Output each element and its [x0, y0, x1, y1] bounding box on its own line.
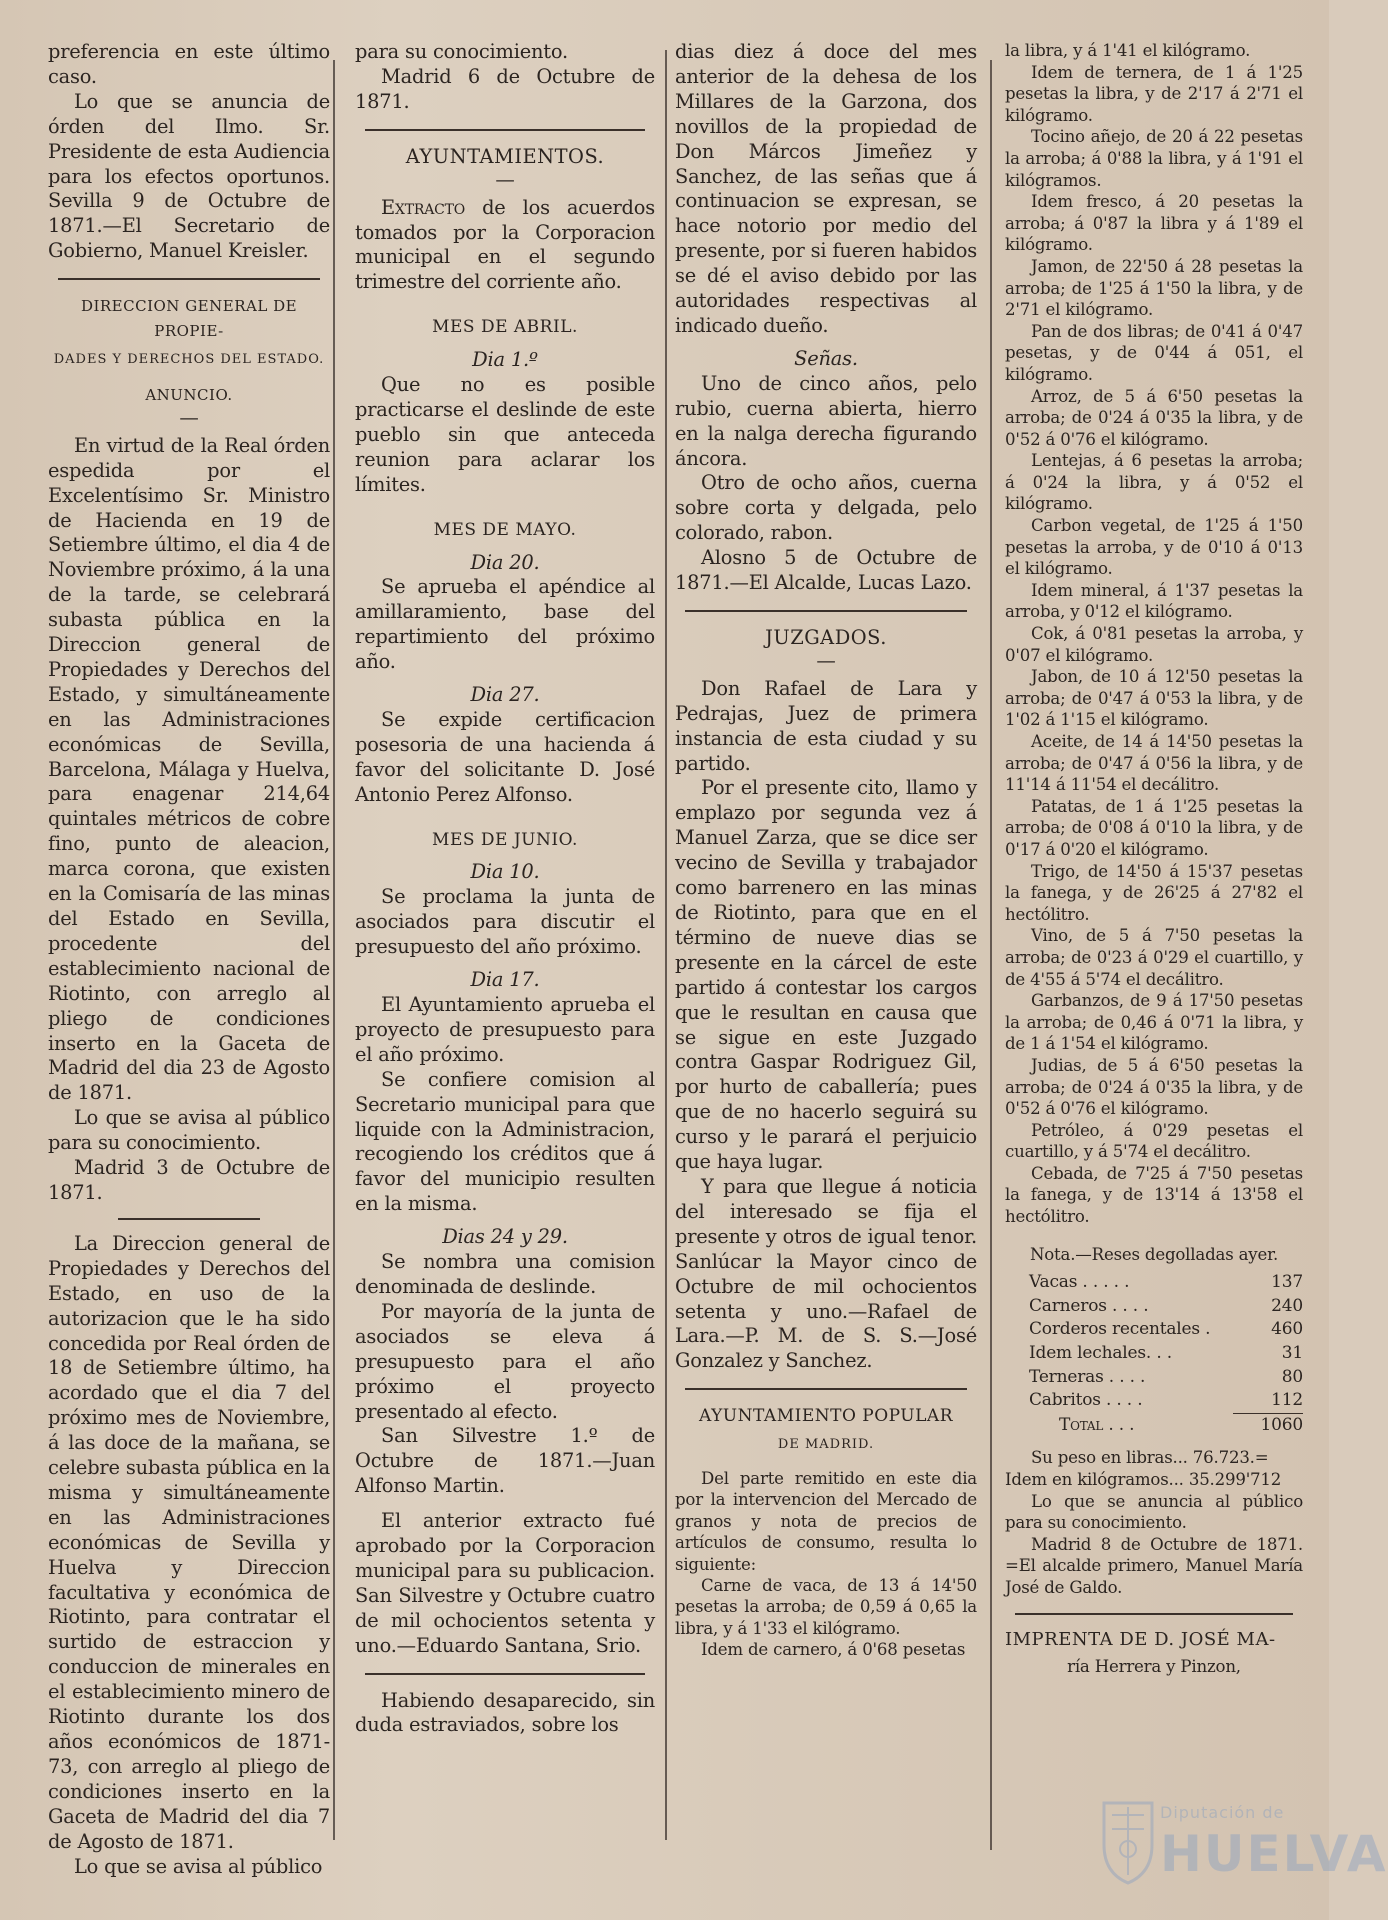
paragraph: Por el presente cito, llamo y emplazo por segunda vez á Manuel Zarza, que se dice ser vecino de Sevilla y trabajador como barrenero en las minas de Riotinto, para que en el término de nueve dias se presente en la cárcel de este partido á contestar los cargos que le resultan en causa que se sigue en este Juzgado contra Gaspar Rodriguez Gil, por hurto de caballería; pues que de no hacerlo seguirá su curso y le parará el perjuicio que haya lugar. — [675, 776, 977, 1174]
price-entry: Aceite, de 14 á 14'50 pesetas la arroba; de 0'47 á 0'56 la libra, y de 11'14 á 11'54 el decálitro. — [1005, 732, 1303, 795]
notice-title: ANUNCIO. — [145, 385, 233, 404]
weight-line: Su peso en libras... 76.723.= — [1031, 1448, 1269, 1468]
section-subtitle: DE MADRID. — [777, 1437, 875, 1453]
table-row: Cabritos . . . . 112 — [1005, 1389, 1303, 1413]
table-row: Idem lechales. . . 31 — [1029, 1343, 1303, 1364]
price-entry: Idem de carnero, á 0'68 pesetas — [701, 1640, 966, 1660]
month-heading: MES DE MAYO. — [433, 519, 577, 540]
signature: Madrid 8 de Octubre de 1871. =El alcalde primero, Manuel María José de Galdo. — [1005, 1534, 1303, 1597]
table-row: Carneros . . . . 240 — [1029, 1295, 1303, 1316]
watermark-line: Diputación de — [1160, 1803, 1285, 1822]
paragraph: Se expide certificacion posesoria de una hacienda á favor del solicitante D. José Antonio Perez Alfonso. — [355, 707, 655, 806]
table-row: Corderos recentales . 460 — [1029, 1319, 1303, 1340]
paragraph: Don Rafael de Lara y Pedrajas, Juez de primera instancia de esta ciudad y su partido. — [675, 676, 977, 775]
section-title: JUZGADOS. — [765, 625, 887, 649]
section-title: AYUNTAMIENTOS. — [405, 144, 605, 168]
price-entry: Idem mineral, á 1'37 pesetas la arroba, y 0'12 el kilógramo. — [1005, 580, 1303, 622]
paragraph: Y para que llegue á noticia del interesado se fija el presente y otros de igual tenor. Sanlúcar la Mayor cinco de Octubre de mil ochocientos setenta y uno.—Rafael de Lara.—P. M. de S. S.—José Gonzalez y Sanchez. — [675, 1174, 977, 1373]
paragraph: dias diez á doce del mes anterior de la dehesa de los Millares de la Garzona, dos novillos de la propiedad de Don Márcos Jimeñez y Sanchez, de las señas que á continuacion se expresan, se hace notorio por medio del presente, por si fueren habidos se dé el aviso debido por las autoridades respectivas al indicado dueño. — [675, 40, 977, 337]
dash: — — [179, 405, 199, 429]
paragraph: Se nombra una comision denominada de deslinde. — [355, 1250, 655, 1298]
column-2 — [355, 40, 655, 1900]
month-heading: MES DE JUNIO. — [432, 829, 578, 850]
column-3 — [675, 40, 977, 1900]
price-entry: Pan de dos libras; de 0'41 á 0'47 pesetas, y de 0'44 á 051, el kilógramo. — [1005, 321, 1303, 384]
intro-lead: Extracto — [381, 195, 466, 219]
column-1 — [48, 40, 330, 1900]
signature: Alosno 5 de Octubre de 1871.—El Alcalde, Lucas Lazo. — [675, 546, 977, 595]
price-entry: Carbon vegetal, de 1'25 á 1'50 pesetas la arroba, y de 0'10 á 0'13 el kilógramo. — [1005, 516, 1303, 579]
paragraph: Lo que se avisa al público — [74, 1854, 323, 1878]
day-heading: Dias 24 y 29. — [442, 1225, 568, 1249]
day-heading: Dia 20. — [470, 550, 540, 574]
coat-of-arms-icon — [1098, 1795, 1158, 1885]
paragraph: Por mayoría de la junta de asociados se eleva á presupuesto para el año próximo el proyecto presentado al efecto. — [355, 1299, 655, 1423]
divider — [685, 1388, 967, 1390]
paragraph: La Direccion general de Propiedades y Derechos del Estado, en uso de la autorizacion que le ha sido concedida por Real órden de 18 de Setiembre último, ha acordado que el dia 7 del próximo mes de Noviembre, á las doce de la mañana, se celebre subasta pública en la misma y simultáneamente en las Administraciones económicas de Sevilla y Huelva y Direccion facultativa y económica de Riotinto, para contratar el surtido de estraccion y conduccion de minerales en el establecimiento minero de Riotinto durante los dos años económicos de 1871-73, con arreglo al pliego de condiciones inserto en la Gaceta de Madrid del dia 7 de Agosto de 1871. — [48, 1231, 330, 1853]
day-heading: Dia 27. — [470, 683, 540, 707]
paragraph: Habiendo desaparecido, sin duda estraviados, sobre los — [355, 1688, 655, 1737]
column-rule — [333, 60, 335, 1840]
price-entry: Garbanzos, de 9 á 17'50 pesetas la arroba; de 0,46 á 0'71 la libra, y de 1 á 1'54 el kilógramo. — [1005, 991, 1303, 1054]
paragraph: Se proclama la junta de asociados para discutir el presupuesto del año próximo. — [355, 885, 655, 959]
paragraph: Del parte remitido en este dia por la intervencion del Mercado de granos y nota de precios de artículos de consumo, resulta lo siguiente: — [675, 1469, 977, 1574]
day-heading: Dia 1.º — [472, 348, 538, 372]
paragraph: El Ayuntamiento aprueba el proyecto de presupuesto para el año próximo. — [355, 993, 655, 1066]
price-entry: Tocino añejo, de 20 á 22 pesetas la arroba; á 0'88 la libra, y á 1'91 el kilógramos. — [1005, 127, 1303, 190]
price-entry: Vino, de 5 á 7'50 pesetas la arroba; de 0'23 á 0'29 el cuartillo, y de 4'55 á 5'74 el decálitro. — [1005, 926, 1303, 989]
month-heading: MES DE ABRIL. — [432, 317, 578, 338]
price-entry: Petróleo, á 0'29 pesetas el cuartillo, y á 5'74 el decálitro. — [1005, 1120, 1303, 1162]
paragraph: Se confiere comision al Secretario municipal para que liquide con la Administracion, recogiendo los créditos que á favor del municipio resulten en la misma. — [355, 1067, 655, 1216]
price-entry: Idem de ternera, de 1 á 1'25 pesetas la libra, y de 2'17 á 2'71 el kilógramo. — [1005, 62, 1303, 125]
archive-watermark — [1098, 1795, 1388, 1895]
price-entry: Judias, de 5 á 6'50 pesetas la arroba; de 0'24 á 0'35 la libra, y de 0'52 á 0'76 el kilógramo. — [1005, 1055, 1303, 1119]
price-entry: Idem fresco, á 20 pesetas la arroba; á 0'87 la libra y á 1'89 el kilógramo. — [1005, 192, 1303, 255]
paragraph: Lo que se avisa al público para su conocimiento. — [48, 1106, 330, 1155]
section-title: AYUNTAMIENTO POPULAR — [699, 1406, 953, 1427]
column-rule — [665, 50, 667, 1840]
divider — [58, 278, 320, 280]
paragraph: Otro de ocho años, cuerna sobre corta y delgada, pelo colorado, rabon. — [675, 471, 977, 545]
price-entry: Jabon, de 10 á 12'50 pesetas la arroba; de 0'47 á 0'53 la libra, y de 1'02 á 1'15 el kilógramo. — [1005, 667, 1303, 730]
slaughter-table — [1005, 1271, 1303, 1437]
column-rule — [990, 60, 992, 1850]
price-entry: la libra, y á 1'41 el kilógramo. — [1005, 41, 1251, 60]
day-heading: Dia 10. — [470, 860, 540, 884]
price-entry: Cebada, de 7'25 á 7'50 pesetas la fanega, y de 13'14 á 13'58 el hectólitro. — [1005, 1163, 1303, 1227]
weight-line: Idem en kilógramos... 35.299'712 — [1005, 1470, 1282, 1489]
day-heading: Dia 17. — [470, 968, 540, 992]
subheading: Señas. — [794, 346, 858, 370]
printer-line: ría Herrera y Pinzon, — [1067, 1657, 1241, 1677]
intro-paragraph — [355, 196, 655, 296]
price-entry: Arroz, de 5 á 6'50 pesetas la arroba; de 0'24 á 0'35 la libra, y de 0'52 á 0'76 el kilógramo. — [1005, 386, 1303, 449]
table-row: Terneras . . . . 80 — [1029, 1366, 1303, 1387]
intro-rest: de los acuerdos tomados por la Corporacion municipal en el segundo trimestre del corriente año. — [355, 195, 655, 294]
paragraph: Se aprueba el apéndice al amillaramiento, base del repartimiento del próximo año. — [355, 575, 655, 674]
signature: San Silvestre 1.º de Octubre de 1871.—Juan Alfonso Martin. — [355, 1424, 655, 1498]
divider — [1015, 1613, 1293, 1615]
date-line: Madrid 6 de Octubre de 1871. — [355, 64, 655, 113]
watermark-line: HUELVA — [1160, 1825, 1388, 1883]
paragraph: Uno de cinco años, pelo rubio, cuerna abierta, hierro en la nalga derecha figurando áncora. — [675, 371, 977, 470]
column-4 — [1005, 40, 1303, 1900]
printer-line: IMPRENTA DE D. JOSÉ MA- — [1005, 1628, 1276, 1650]
divider — [118, 1218, 260, 1220]
note-title: Nota.—Reses degolladas ayer. — [1029, 1244, 1279, 1264]
paragraph: preferencia en este último caso. — [48, 40, 330, 88]
dash: — — [495, 167, 515, 191]
paragraph: Que no es posible practicarse el deslinde de este pueblo sin que anteceda reunion para aclarar los límites. — [355, 373, 655, 496]
price-entry: Lentejas, á 6 pesetas la arroba; á 0'24 la libra, y á 0'52 el kilógramo. — [1005, 451, 1303, 514]
price-entry: Carne de vaca, de 13 á 14'50 pesetas la arroba; de 0,59 á 0,65 la libra, y á 1'33 el kilógramo. — [675, 1576, 977, 1638]
table-row: Vacas . . . . . 137 — [1029, 1272, 1303, 1293]
price-entry: Trigo, de 14'50 á 15'37 pesetas la fanega, y de 26'25 á 27'82 el hectólitro. — [1005, 861, 1303, 924]
price-entry: Patatas, de 1 á 1'25 pesetas la arroba; de 0'08 á 0'10 la libra, y de 0'17 á 0'20 el kilógramo. — [1005, 796, 1303, 859]
paragraph: En virtud de la Real órden espedida por el Excelentísimo Sr. Ministro de Hacienda en 19 de Setiembre último, el dia 4 de Noviembre próximo, á la una de la tarde, se celebrará subasta pública en la Direccion general de Propiedades y Derechos del Estado, y simultáneamente en las Administraciones económicas de Sevilla, Barcelona, Málaga y Huelva, para enagenar 214,64 quintales métricos de cobre fino, punto de aleacion, marca corona, que existen en la Comisaría de las minas del Estado en Sevilla, procedente del establecimiento nacional de Riotinto, con arreglo al pliego de condiciones inserto en la Gaceta de Madrid del dia 23 de Agosto de 1871. — [48, 433, 330, 1105]
price-entry: Cok, á 0'81 pesetas la arroba, y 0'07 el kilógramo. — [1005, 624, 1303, 665]
paragraph: Lo que se anuncia de órden del Ilmo. Sr. Presidente de esta Audiencia para los efectos oportunos. Sevilla 9 de Octubre de 1871.—El Secretario de Gobierno, Manuel Kreisler. — [48, 89, 330, 263]
paragraph: Lo que se anuncia al público para su conocimiento. — [1005, 1491, 1303, 1533]
section-title: DADES Y DERECHOS DEL ESTADO. — [53, 351, 325, 367]
divider — [365, 129, 645, 131]
dash: — — [816, 648, 836, 672]
paragraph: El anterior extracto fué aprobado por la Corporacion municipal para su publicacion. San Silvestre y Octubre cuatro de mil ochocientos setenta y uno.—Eduardo Santana, Srio. — [355, 1509, 655, 1657]
section-title: DIRECCION GENERAL DE PROPIE- — [80, 297, 298, 341]
divider — [365, 1673, 645, 1675]
divider — [685, 610, 967, 612]
price-entry: Jamon, de 22'50 á 28 pesetas la arroba; de 1'25 á 1'50 la libra, y de 2'71 el kilógramo. — [1005, 256, 1303, 320]
total-row: Total . . . 1060 — [1059, 1414, 1303, 1435]
date-line: Madrid 3 de Octubre de 1871. — [48, 1156, 330, 1204]
paragraph: para su conocimiento. — [355, 40, 568, 63]
